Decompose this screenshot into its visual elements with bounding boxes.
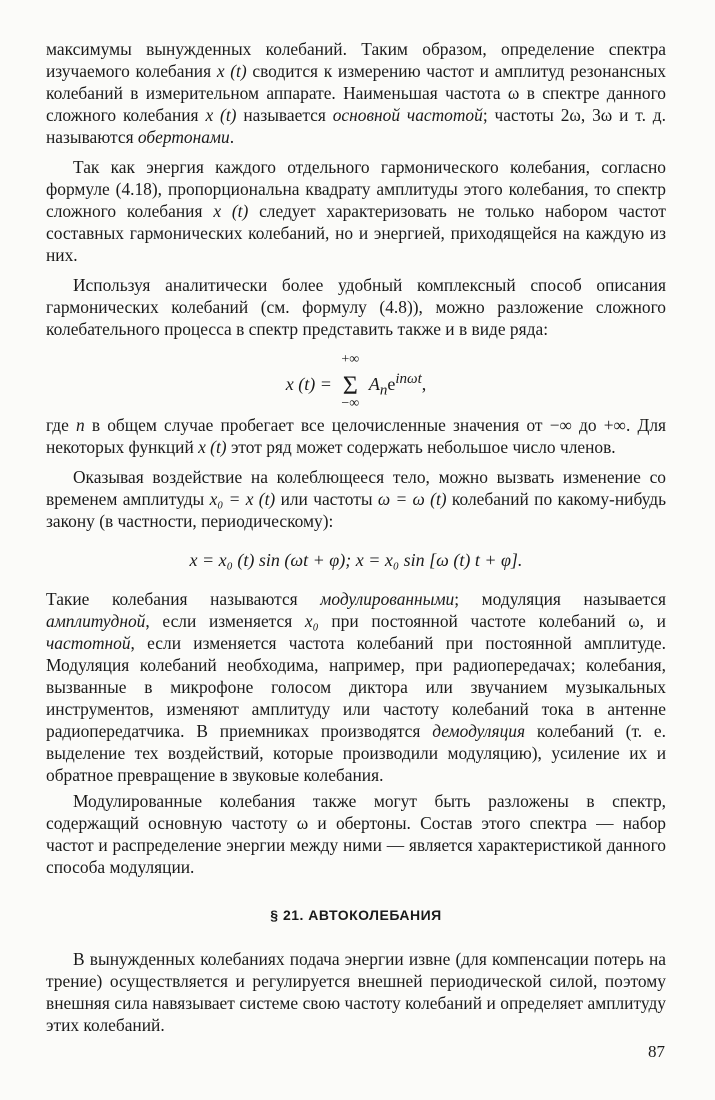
amplitude-term: A — [368, 374, 380, 394]
paragraph-8: В вынужденных колебаниях подача энергии извне (для компенсации потерь на трение) осуществляется и регулируется внешней периодической силой, поэтому внешняя сила навязывает системе свою частоту колебаний и определяет амплитуду этих колебаний. — [46, 949, 666, 1035]
paragraph-4: где n в общем случае пробегает все целочисленные значения от −∞ до +∞. Для некоторых функций x (t) этот ряд может содержать небольшое число членов. — [46, 415, 666, 457]
exponent: inωt — [395, 371, 422, 387]
page-number: 87 — [648, 1042, 665, 1061]
section-heading: § 21. АВТОКОЛЕБАНИЯ — [270, 907, 442, 923]
exp-base: e — [387, 374, 396, 394]
paragraph-7: Модулированные колебания также могут быть разложены в спектр, содержащий основную частоту ω и обертоны. Состав этого спектра — набор частот и распределение энергии между ними — является характеристикой данного способа модуляции. — [46, 791, 666, 877]
paragraph-3: Используя аналитически более удобный комплексный способ описания гармонических колебаний (см. формулу (4.8)), можно разложение сложного колебательного процесса в спектр представить также и в виде ряда: — [46, 275, 666, 339]
formula-comma: , — [421, 374, 427, 394]
summation-sign — [336, 352, 364, 411]
formula-lhs: x (t) = — [285, 374, 332, 394]
page-body — [46, 38, 666, 1036]
paragraph-6: Такие колебания называются модулированными; модуляция называется амплитудной, если изменяется x₀ при постоянной частоте колебаний ω, и частотной, если изменяется частота колебаний при постоянной амплитуде. Модуляция колебаний необходима, например, при радиопередачах; колебания, вызванные в микрофоне голосом диктора или звучанием музыкальных инструментов, изменяют амплитуду или частоту колебаний тока в антенне радиопередатчика. В приемниках производятся демодуляция колебаний (т. е. выделение тех воздействий, которые производили модуляцию), усиление их и обратное превращение в звуковые колебания. — [46, 589, 667, 785]
sum-upper-limit: +∞ — [341, 352, 360, 367]
paragraph-5: Оказывая воздействие на колеблющееся тело, можно вызвать изменение со временем амплитуды x₀ = x (t) или частоты ω = ω (t) колебаний по какому-нибудь закону (в частности, периодическому): — [46, 467, 667, 531]
amplitude-subscript: n — [379, 382, 388, 399]
modulation-formula: x = x₀ (t) sin (ωt + φ); x = x₀ sin [ω (t) t + φ]. — [189, 550, 523, 570]
paragraph-2: Так как энергия каждого отдельного гармонического колебания, согласно формуле (4.18), пропорциональна квадрату амплитуды этого колебания, то спектр сложного колебания x (t) следует характеризовать не только набором частот составных гармонических колебаний, но и энергией, приходящейся на каждую из них. — [46, 157, 667, 265]
fourier-series-formula — [46, 340, 666, 414]
paragraph-1: максимумы вынужденных колебаний. Таким образом, определение спектра изучаемого колебания x (t) сводится к измерению частот и амплитуд резонансных колебаний в измерительном аппарате. Наименьшая частота ω в спектре данного сложного колебания x (t) называется основной частотой; частоты 2ω, 3ω и т. д. называются обертонами. — [46, 39, 666, 147]
sum-lower-limit: −∞ — [341, 396, 360, 411]
sigma-symbol: Σ — [342, 371, 358, 400]
